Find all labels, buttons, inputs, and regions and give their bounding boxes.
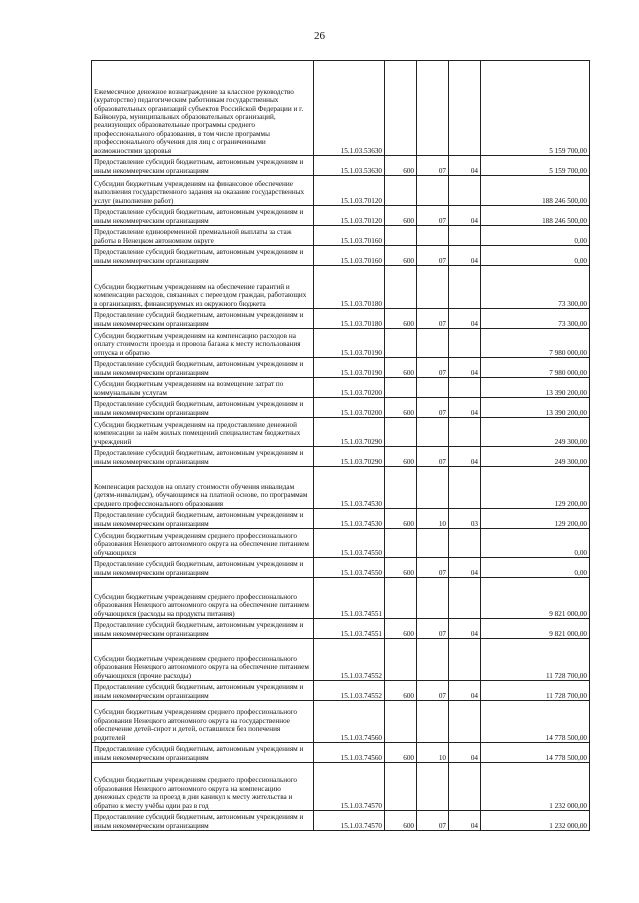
row-expense-type-cell (385, 701, 417, 743)
row-amount-cell: 129 200,00 (481, 467, 590, 509)
table-row (92, 226, 590, 246)
row-subsection-cell (449, 266, 481, 309)
table-row (92, 811, 590, 831)
table-row (92, 329, 590, 358)
row-code-cell: 15.1.03.70190 (314, 329, 385, 358)
table-row (92, 378, 590, 398)
table-row (92, 763, 590, 811)
row-code-cell: 15.1.03.74530 (314, 509, 385, 529)
row-expense-type-cell (385, 418, 417, 447)
row-section-cell: 07 (417, 619, 449, 639)
row-section-cell (417, 578, 449, 619)
row-code-cell: 15.1.03.70160 (314, 226, 385, 246)
row-section-cell: 07 (417, 206, 449, 226)
row-subsection-cell (449, 467, 481, 509)
row-name-cell: Субсидии бюджетным учреждениям среднего профессионального образования Ненецкого автономного округа на государственное обеспечение детей-сирот и детей, оставшихся без попечения родителей (92, 701, 314, 743)
row-amount-cell: 1 232 000,00 (481, 763, 590, 811)
row-name-cell: Предоставление единовременной премиальной выплаты за стаж работы в Ненецком автономном округе (92, 226, 314, 246)
row-section-cell (417, 418, 449, 447)
row-expense-type-cell: 600 (385, 358, 417, 378)
table-row (92, 246, 590, 266)
row-subsection-cell (449, 578, 481, 619)
budget-table (91, 60, 590, 831)
row-amount-cell: 0,00 (481, 246, 590, 266)
row-subsection-cell: 04 (449, 398, 481, 418)
row-name-cell: Предоставление субсидий бюджетным, автономным учреждениям и иным некоммерческим организациям (92, 558, 314, 578)
row-subsection-cell: 04 (449, 558, 481, 578)
table-row (92, 61, 590, 156)
row-code-cell: 15.1.03.74551 (314, 578, 385, 619)
row-expense-type-cell: 600 (385, 681, 417, 701)
table-row (92, 309, 590, 329)
table-row (92, 529, 590, 558)
row-name-cell: Предоставление субсидий бюджетным, автономным учреждениям и иным некоммерческим организациям (92, 681, 314, 701)
table-row (92, 558, 590, 578)
row-name-cell: Предоставление субсидий бюджетным, автономным учреждениям и иным некоммерческим организациям (92, 156, 314, 176)
row-subsection-cell (449, 639, 481, 681)
row-name-cell: Субсидии бюджетным учреждениям среднего профессионального образования Ненецкого автономного округа на обеспечение питанием обучающихся (расходы на продукты питания) (92, 578, 314, 619)
row-expense-type-cell: 600 (385, 206, 417, 226)
row-section-cell: 10 (417, 509, 449, 529)
row-subsection-cell: 04 (449, 743, 481, 763)
row-code-cell: 15.1.03.53630 (314, 61, 385, 156)
row-code-cell: 15.1.03.70180 (314, 309, 385, 329)
row-subsection-cell (449, 763, 481, 811)
row-name-cell: Субсидии бюджетным учреждениям на финансовое обеспечение выполнения государственного задания на оказание государственных услуг (выполнение работ) (92, 176, 314, 206)
table-row (92, 467, 590, 509)
row-code-cell: 15.1.03.70180 (314, 266, 385, 309)
row-subsection-cell: 04 (449, 619, 481, 639)
row-name-cell: Предоставление субсидий бюджетным, автономным учреждениям и иным некоммерческим организациям (92, 358, 314, 378)
row-amount-cell: 14 778 500,00 (481, 701, 590, 743)
row-name-cell: Субсидии бюджетным учреждениям на компенсацию расходов на оплату стоимости проезда и провоза багажа к месту использования отпуска и обратно (92, 329, 314, 358)
row-code-cell: 15.1.03.74570 (314, 811, 385, 831)
row-code-cell: 15.1.03.70200 (314, 398, 385, 418)
row-section-cell (417, 266, 449, 309)
row-expense-type-cell: 600 (385, 509, 417, 529)
row-expense-type-cell (385, 61, 417, 156)
row-amount-cell: 0,00 (481, 226, 590, 246)
row-amount-cell: 9 821 000,00 (481, 578, 590, 619)
table-row (92, 358, 590, 378)
row-section-cell: 07 (417, 811, 449, 831)
row-amount-cell: 73 300,00 (481, 309, 590, 329)
row-amount-cell: 7 980 000,00 (481, 358, 590, 378)
row-section-cell: 07 (417, 156, 449, 176)
row-code-cell: 15.1.03.74552 (314, 681, 385, 701)
row-section-cell (417, 226, 449, 246)
row-code-cell: 15.1.03.74551 (314, 619, 385, 639)
row-name-cell: Предоставление субсидий бюджетным, автономным учреждениям и иным некоммерческим организациям (92, 246, 314, 266)
table-row (92, 681, 590, 701)
row-subsection-cell: 03 (449, 509, 481, 529)
row-code-cell: 15.1.03.70190 (314, 358, 385, 378)
row-section-cell (417, 378, 449, 398)
row-amount-cell: 14 778 500,00 (481, 743, 590, 763)
row-subsection-cell: 04 (449, 447, 481, 467)
row-subsection-cell (449, 701, 481, 743)
row-name-cell: Субсидии бюджетным учреждениям на возмещение затрат по коммунальным услугам (92, 378, 314, 398)
row-subsection-cell: 04 (449, 811, 481, 831)
row-section-cell: 07 (417, 398, 449, 418)
row-subsection-cell: 04 (449, 358, 481, 378)
row-section-cell: 07 (417, 447, 449, 467)
table-row (92, 398, 590, 418)
row-expense-type-cell (385, 467, 417, 509)
row-section-cell: 07 (417, 358, 449, 378)
row-amount-cell: 0,00 (481, 558, 590, 578)
row-name-cell: Субсидии бюджетным учреждениям на предоставление денежной компенсации за наём жилых помещений специалистам бюджетных учреждений (92, 418, 314, 447)
table-row (92, 639, 590, 681)
row-expense-type-cell (385, 529, 417, 558)
row-subsection-cell (449, 329, 481, 358)
row-subsection-cell: 04 (449, 309, 481, 329)
table-row (92, 701, 590, 743)
row-code-cell: 15.1.03.70200 (314, 378, 385, 398)
table-row (92, 176, 590, 206)
row-name-cell: Предоставление субсидий бюджетным, автономным учреждениям и иным некоммерческим организациям (92, 447, 314, 467)
row-subsection-cell (449, 529, 481, 558)
row-section-cell (417, 763, 449, 811)
row-subsection-cell (449, 418, 481, 447)
row-expense-type-cell: 600 (385, 558, 417, 578)
row-section-cell (417, 329, 449, 358)
row-expense-type-cell: 600 (385, 811, 417, 831)
row-expense-type-cell (385, 578, 417, 619)
row-subsection-cell: 04 (449, 206, 481, 226)
row-amount-cell: 188 246 500,00 (481, 176, 590, 206)
row-amount-cell: 13 390 200,00 (481, 378, 590, 398)
row-name-cell: Предоставление субсидий бюджетным, автономным учреждениям и иным некоммерческим организациям (92, 398, 314, 418)
row-subsection-cell (449, 378, 481, 398)
row-expense-type-cell: 600 (385, 246, 417, 266)
row-section-cell: 10 (417, 743, 449, 763)
row-section-cell: 07 (417, 246, 449, 266)
row-amount-cell: 0,00 (481, 529, 590, 558)
table-row (92, 578, 590, 619)
row-code-cell: 15.1.03.70120 (314, 176, 385, 206)
row-name-cell: Предоставление субсидий бюджетным, автономным учреждениям и иным некоммерческим организациям (92, 743, 314, 763)
row-name-cell: Субсидии бюджетным учреждениям среднего профессионального образования Ненецкого автономного округа на обеспечение питанием обучающихся (92, 529, 314, 558)
row-section-cell (417, 529, 449, 558)
table-row (92, 156, 590, 176)
row-code-cell: 15.1.03.74530 (314, 467, 385, 509)
row-subsection-cell (449, 226, 481, 246)
row-subsection-cell: 04 (449, 681, 481, 701)
row-amount-cell: 1 232 000,00 (481, 811, 590, 831)
row-section-cell (417, 61, 449, 156)
table-row (92, 206, 590, 226)
row-amount-cell: 73 300,00 (481, 266, 590, 309)
row-code-cell: 15.1.03.74560 (314, 701, 385, 743)
row-code-cell: 15.1.03.74550 (314, 558, 385, 578)
row-amount-cell: 249 300,00 (481, 418, 590, 447)
row-name-cell: Ежемесячное денежное вознаграждение за классное руководство (кураторство) педагогическим работникам государственных образовательных организаций субъектов Российской Федерации и г. Байконура, муниципальных образовательных организаций, реализующих образовательные программы среднего профессионального образования, в том числе программы профессионального обучения для лиц с ограниченными возможностями здоровья (92, 61, 314, 156)
row-amount-cell: 5 159 700,00 (481, 61, 590, 156)
row-expense-type-cell: 600 (385, 156, 417, 176)
row-section-cell (417, 467, 449, 509)
table-row (92, 447, 590, 467)
row-expense-type-cell: 600 (385, 743, 417, 763)
row-subsection-cell: 04 (449, 156, 481, 176)
table-row (92, 266, 590, 309)
row-subsection-cell (449, 61, 481, 156)
row-expense-type-cell (385, 176, 417, 206)
row-name-cell: Субсидии бюджетным учреждениям на обеспечение гарантий и компенсации расходов, связанных с переездом граждан, работающих в организациях, финансируемых из окружного бюджета (92, 266, 314, 309)
row-expense-type-cell (385, 378, 417, 398)
row-expense-type-cell (385, 763, 417, 811)
row-name-cell: Предоставление субсидий бюджетным, автономным учреждениям и иным некоммерческим организациям (92, 811, 314, 831)
row-code-cell: 15.1.03.70290 (314, 447, 385, 467)
row-section-cell: 07 (417, 309, 449, 329)
table-row (92, 619, 590, 639)
row-code-cell: 15.1.03.74550 (314, 529, 385, 558)
row-amount-cell: 5 159 700,00 (481, 156, 590, 176)
row-expense-type-cell (385, 329, 417, 358)
row-section-cell: 07 (417, 681, 449, 701)
page-number: 26 (314, 30, 325, 42)
row-name-cell: Компенсация расходов на оплату стоимости обучения инвалидам (детям-инвалидам), обучающимся на платной основе, по программам среднего профессионального образования (92, 467, 314, 509)
row-expense-type-cell (385, 266, 417, 309)
row-name-cell: Субсидии бюджетным учреждениям среднего профессионального образования Ненецкого автономного округа на компенсацию денежных средств за проезд в дни каникул к месту жительства и обратно к месту учёбы один раз в год (92, 763, 314, 811)
row-amount-cell: 188 246 500,00 (481, 206, 590, 226)
row-code-cell: 15.1.03.70120 (314, 206, 385, 226)
row-code-cell: 15.1.03.74552 (314, 639, 385, 681)
table-row (92, 509, 590, 529)
row-section-cell (417, 176, 449, 206)
row-name-cell: Субсидии бюджетным учреждениям среднего профессионального образования Ненецкого автономного округа на обеспечение питанием обучающихся (прочие расходы) (92, 639, 314, 681)
table-row (92, 418, 590, 447)
row-expense-type-cell (385, 639, 417, 681)
table-row (92, 743, 590, 763)
row-expense-type-cell: 600 (385, 309, 417, 329)
row-expense-type-cell: 600 (385, 447, 417, 467)
row-name-cell: Предоставление субсидий бюджетным, автономным учреждениям и иным некоммерческим организациям (92, 309, 314, 329)
row-subsection-cell (449, 176, 481, 206)
row-amount-cell: 129 200,00 (481, 509, 590, 529)
row-amount-cell: 249 300,00 (481, 447, 590, 467)
row-amount-cell: 11 728 700,00 (481, 639, 590, 681)
row-amount-cell: 7 980 000,00 (481, 329, 590, 358)
row-name-cell: Предоставление субсидий бюджетным, автономным учреждениям и иным некоммерческим организациям (92, 509, 314, 529)
row-expense-type-cell (385, 226, 417, 246)
row-section-cell (417, 639, 449, 681)
row-code-cell: 15.1.03.74560 (314, 743, 385, 763)
row-section-cell (417, 701, 449, 743)
row-name-cell: Предоставление субсидий бюджетным, автономным учреждениям и иным некоммерческим организациям (92, 619, 314, 639)
row-amount-cell: 11 728 700,00 (481, 681, 590, 701)
row-code-cell: 15.1.03.53630 (314, 156, 385, 176)
row-section-cell: 07 (417, 558, 449, 578)
row-code-cell: 15.1.03.70160 (314, 246, 385, 266)
row-expense-type-cell: 600 (385, 619, 417, 639)
row-name-cell: Предоставление субсидий бюджетным, автономным учреждениям и иным некоммерческим организациям (92, 206, 314, 226)
row-expense-type-cell: 600 (385, 398, 417, 418)
row-amount-cell: 9 821 000,00 (481, 619, 590, 639)
row-amount-cell: 13 390 200,00 (481, 398, 590, 418)
row-code-cell: 15.1.03.74570 (314, 763, 385, 811)
row-code-cell: 15.1.03.70290 (314, 418, 385, 447)
row-subsection-cell: 04 (449, 246, 481, 266)
